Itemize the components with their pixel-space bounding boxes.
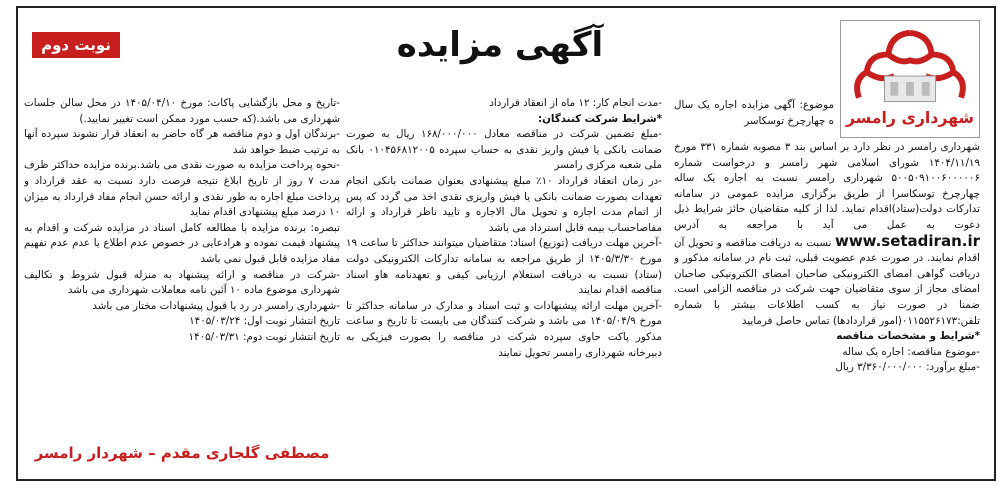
- left-para: -شهرداری رامسر در رد یا قبول پیشنهادات مختار می باشد: [92, 299, 340, 312]
- spec-estimate: -مبلغ برآورد: ۳/۳۶۰/۰۰۰/۰۰۰ ریال: [835, 361, 980, 374]
- second-round-badge: نوبت دوم: [32, 32, 120, 58]
- left-column: [24, 96, 340, 436]
- left-para: -برندگان اول و دوم مناقصه هر گاه حاضر به انعقاد قرار نشوند سپرده آنها به ترتیب ضبط خواهد شد: [24, 128, 340, 156]
- mid-para: -در زمان انعقاد قرارداد ۱۰٪ مبلغ پیشنهادی بعنوان ضمانت بانکی انجام تعهدات بصورت ضمانت بانکی یا فیش واریزی نقدی اخذ می گردد که پس از اتمام مدت اجاره و تحویل مال الاجاره و تایید ناظر قرارداد و ارائه مفاصاحساب بیمه قابل استرداد می باشد: [346, 174, 662, 234]
- subject-block: [674, 98, 834, 138]
- ad-subject: موضوع: آگهی مزایده اجاره یک سال ه چهارچرخ توسکاسر: [674, 99, 834, 127]
- left-para: -شرکت در مناقصه و ارائه پیشنهاد به منزله قبول شروط و تکالیف شهرداری موضوع ماده ۱۰ آئین نامه معاملات شهرداری می باشد: [24, 268, 340, 297]
- signer-name: مصطفی گلجاری مقدم – شهردار رامسر: [34, 444, 330, 462]
- left-para: تبصره: برنده مزایده با مطالعه کامل اسناد در مزایده شرکت و اقدام به پیشنهاد قیمت نموده و هرادعایی در خصوص عدم اطلاع یا عدم عدم تفهیم مفاد مزایده قابل قبول نمی باشد: [24, 221, 340, 265]
- intro-text: شهرداری رامسر در نظر دارد بر اساس بند ۳ مصوبه شماره ۳۳۱ مورخ ۱۴۰۴/۱۱/۱۹ شورای اسلامی شهر رامسر و درخواست شماره ۵۰۰۵۰۹۱۰۰۶۰۰۰۰۰۶ شهرداری رامسر نسبت به اجاره یک ساله چهارچرخ توسکاسرا از طریق برگزاری مزایده عمومی در سامانه تدارکات دولت(ستاد)اقدام نماید. لذا از کلیه متقاضیان حائز شرایط ذیل دعوت به عمل می آید با مراجعه به آدرس: [674, 141, 980, 231]
- municipality-logo: [840, 20, 980, 138]
- publish-date-second: تاریخ انتشار نوبت دوم: ۱۴۰۵/۰۳/۳۱: [188, 330, 340, 343]
- municipality-logo-icon: [841, 21, 979, 137]
- setad-website-link[interactable]: www.setadiran.ir: [834, 231, 980, 250]
- left-para: -تاریخ و محل بازگشایی پاکات: مورخ ۱۴۰۵/۰۴/۱۰ در محل سالن جلسات شهرداری می باشد.(که حسب مورد ممکن است تغییر نمایید.): [24, 97, 340, 125]
- mid-para: -آخرین مهلت ارائه پیشنهادات و ثبت اسناد و مدارک در سامانه حداکثر تا مورخ ۱۴۰۵/۰۴/۹ می باشد و شرکت کنندگان می بایست تا تاریخ و ساعت مذکور پاکت حاوی سپرده شرکت در مناقصه را بصورت فیزیکی به دبیرخانه شهرداری رامسر تحویل نمایند: [346, 299, 662, 359]
- left-para: -نحوه پرداخت مزایده به صورت نقدی می باشد.برنده مزایده حداکثر ظرف مدت ۷ روز از تاریخ ابلاغ نتیجه فرصت دارد نسبت به عقد قرارداد و پرداخت مبلغ اجاره به طور نقدی و ارائه حسن انجام مفاد قرارداد به میزان ۱۰ درصد مبلغ پیشنهادی اقدام نماید: [24, 159, 340, 219]
- right-column: [674, 140, 980, 474]
- specs-heading: *شرایط و مشخصات مناقصه: [836, 330, 980, 343]
- mid-para: -مبلغ تضمین شرکت در مناقصه معادل ۱۶۸/۰۰۰/۰۰۰ ریال به صورت ضمانت بانکی یا فیش واریز نقدی به حساب سپرده ۰۱۰۴۵۶۸۱۲۰۰۵ بانک ملی شعبه مرکزی رامسر: [346, 128, 662, 172]
- mid-para: -آخرین مهلت دریافت (توزیع) اسناد: متقاضیان میتوانند حداکثر تا ساعت ۱۹ مورخ ۱۴۰۵/۳/۳۰ از طریق مراجعه به سامانه تدارکات الکترونیکی دولت (ستاد) نسبت به دریافت استعلام ارزیابی کیفی و تعهدنامه هاو اسناد مناقصه اقدام نمایند: [346, 237, 662, 297]
- middle-column: [346, 96, 662, 476]
- mid-para: *شرایط شرکت کنندگان:: [537, 112, 662, 125]
- intro-text-continued: نسبت به دریافت مناقصه و تحویل آن اقدام نمایند. در صورت عدم عضویت قبلی، ثبت نام در سامانه مذکور و دریافت گواهی امضای الکترونیکی صاحبان امضای الکترونیکی صاحبان امضای مجاز از سوی متقاضیان جهت شرکت در مناقصه الزامی است. ضمنا در صورت نیاز به کسب اطلاعات بیشتر با شماره تلفن:۰۱۱۵۵۲۶۱۷۳(امور قراردادها) تماس حاصل فرمایید: [674, 236, 980, 327]
- publish-date-first: تاریخ انتشار نوبت اول: ۱۴۰۵/۰۳/۲۴: [189, 315, 340, 328]
- ad-title: آگهی مزایده: [396, 25, 604, 65]
- spec-subject: -موضوع مناقصه: اجاره یک ساله: [842, 345, 980, 358]
- logo-text: شهرداری رامسر: [846, 108, 974, 128]
- mid-para: -مدت انجام کار: ۱۲ ماه از انعقاد قرارداد: [489, 97, 662, 109]
